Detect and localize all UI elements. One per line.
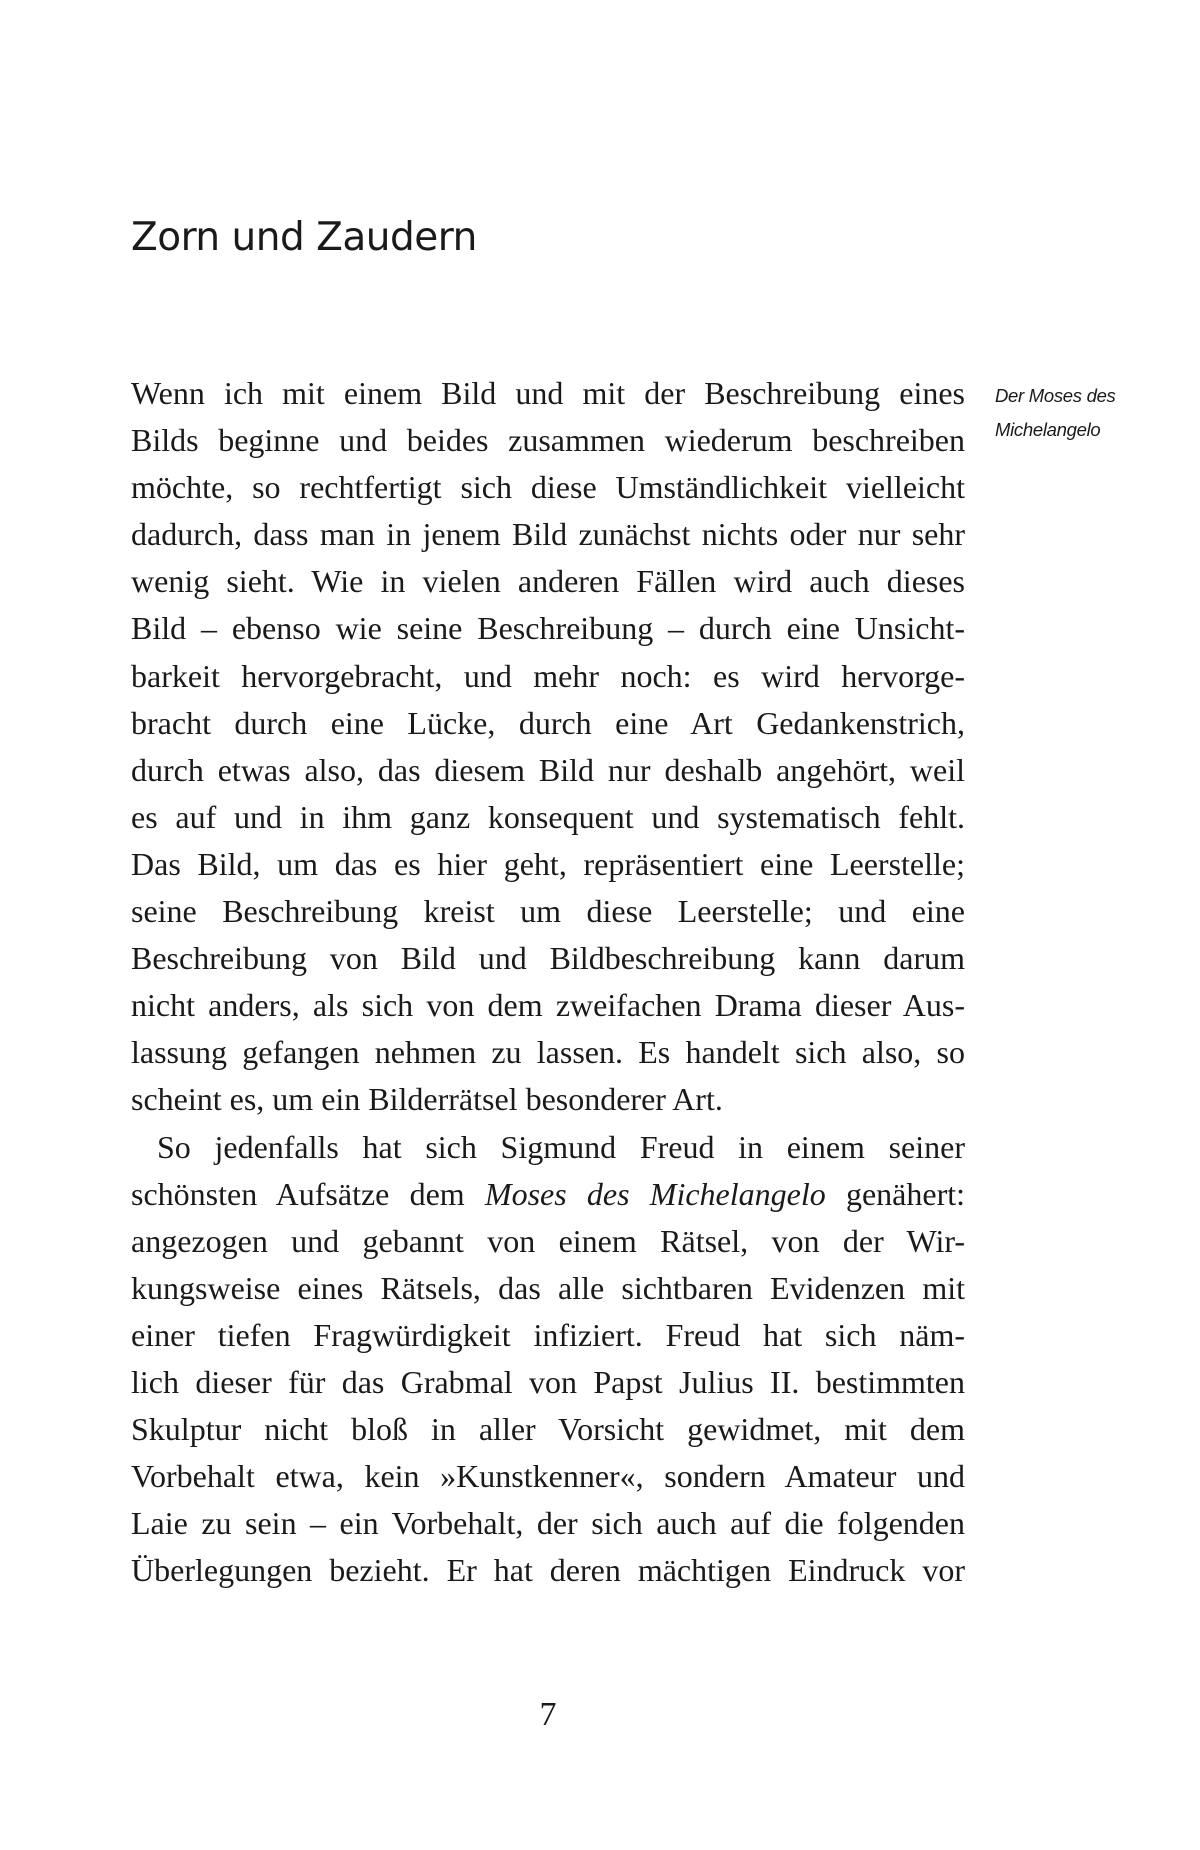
text-line: wenig sieht. Wie in vielen anderen Fällen wird auch dieses bbox=[131, 563, 965, 600]
text-line: angezogen und gebannt von einem Rätsel, von der Wir- bbox=[131, 1222, 965, 1259]
text-line: Wenn ich mit einem Bild und mit der Beschreibung eines bbox=[131, 375, 965, 411]
text-line: einer tiefen Fragwürdigkeit infiziert. Freud hat sich näm- bbox=[131, 1316, 965, 1353]
italic-title: Moses des Michelangelo bbox=[484, 1175, 826, 1212]
text-line: seine Beschreibung kreist um diese Leerstelle; und eine bbox=[131, 893, 965, 930]
text-line: Skulptur nicht bloß in aller Vorsicht gewidmet, mit dem bbox=[131, 1411, 965, 1448]
text-line: Vorbehalt etwa, kein »Kunstkenner«, sondern Amateur und bbox=[131, 1458, 965, 1495]
text-line: lassung gefangen nehmen zu lassen. Es handelt sich also, so bbox=[131, 1034, 965, 1071]
paragraph-2 bbox=[131, 1124, 965, 1595]
margin-note bbox=[995, 379, 1175, 447]
text-line: barkeit hervorgebracht, und mehr noch: es wird hervorge- bbox=[131, 657, 965, 694]
text-line: bracht durch eine Lücke, durch eine Art Gedankenstrich, bbox=[131, 704, 965, 741]
text-line: kungsweise eines Rätsels, das alle sichtbaren Evidenzen mit bbox=[131, 1269, 965, 1306]
text-line: nicht anders, als sich von dem zweifachen Drama dieser Aus- bbox=[131, 987, 965, 1024]
text-line: Beschreibung von Bild und Bildbeschreibung kann darum bbox=[131, 940, 965, 977]
text-line: Bild – ebenso wie seine Beschreibung – durch eine Unsicht- bbox=[131, 610, 965, 647]
text-line: dadurch, dass man in jenem Bild zunächst nichts oder nur sehr bbox=[131, 516, 965, 553]
text-line: Überlegungen bezieht. Er hat deren mächtigen Eindruck vor bbox=[131, 1552, 965, 1589]
page-number: 7 bbox=[539, 1696, 557, 1733]
text-line: Bilds beginne und beides zusammen wiederum beschreiben bbox=[131, 422, 965, 459]
text-line: Laie zu sein – ein Vorbehalt, der sich auch auf die folgenden bbox=[131, 1505, 965, 1542]
text-line: lich dieser für das Grabmal von Papst Julius II. bestimmten bbox=[131, 1363, 965, 1400]
text-line: scheint es, um ein Bilderrätsel besonderer Art. bbox=[131, 1081, 723, 1118]
text-line: Das Bild, um das es hier geht, repräsentiert eine Leerstelle; bbox=[131, 845, 965, 882]
text-line: möchte, so rechtfertigt sich diese Umständlichkeit vielleicht bbox=[131, 469, 965, 506]
margin-note-line: Michelangelo bbox=[995, 419, 1101, 440]
text-segment: schönsten Aufsätze dem bbox=[131, 1175, 485, 1212]
text-segment: genähert: bbox=[825, 1175, 966, 1212]
text-line bbox=[131, 1171, 965, 1218]
text-line: So jedenfalls hat sich Sigmund Freud in einem seiner bbox=[157, 1128, 965, 1165]
paragraph-1 bbox=[131, 370, 965, 1124]
body-text bbox=[131, 370, 965, 1594]
margin-note-line: Der Moses des bbox=[995, 385, 1116, 406]
text-line: es auf und in ihm ganz konsequent und systematisch fehlt. bbox=[131, 798, 965, 835]
text-line: durch etwas also, das diesem Bild nur deshalb angehört, weil bbox=[131, 751, 965, 788]
chapter-title: Zorn und Zaudern bbox=[131, 215, 477, 260]
